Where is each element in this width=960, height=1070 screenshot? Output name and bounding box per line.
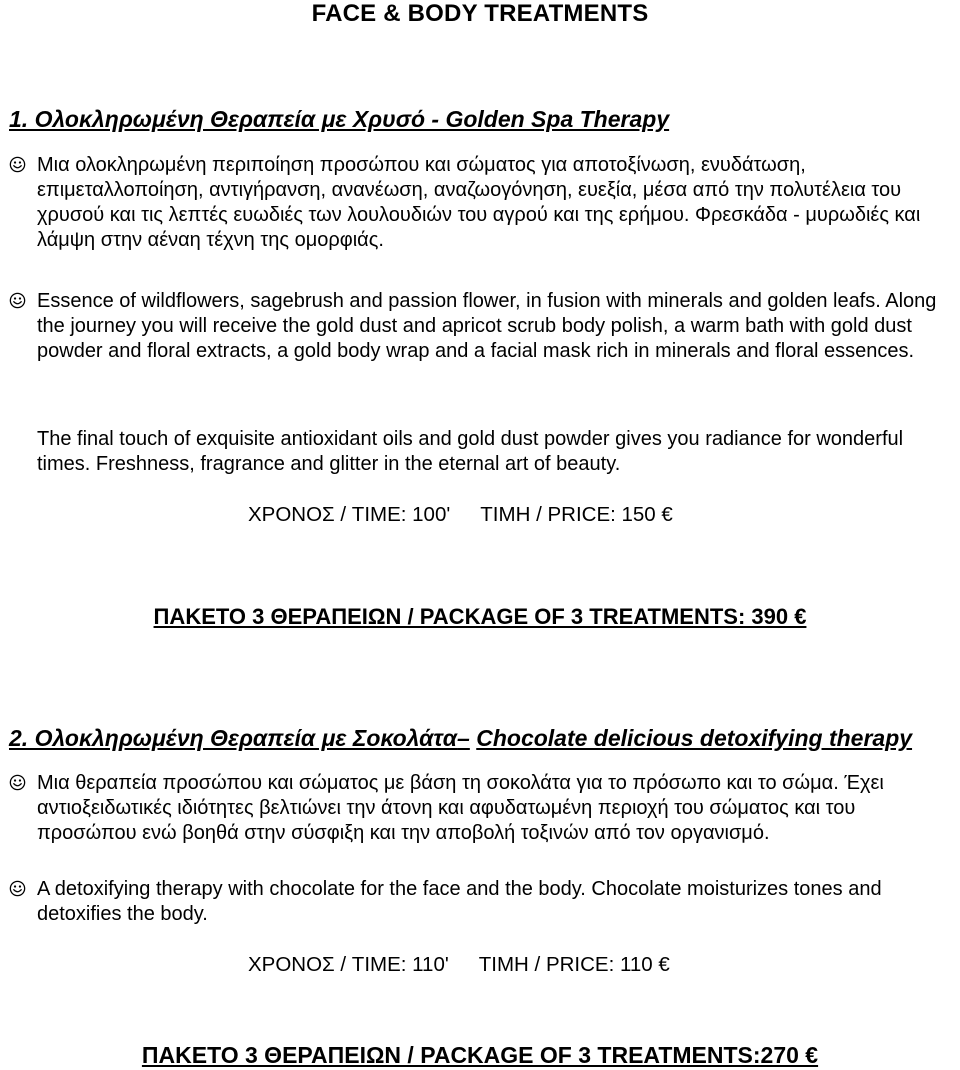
bullet-golden-greek bbox=[37, 153, 937, 253]
section-heading-golden-spa bbox=[9, 105, 669, 133]
bullet-chocolate-english bbox=[37, 877, 937, 927]
document-title: FACE & BODY TREATMENTS bbox=[311, 0, 649, 27]
section-heading-chocolate-dash: – bbox=[457, 725, 470, 751]
chocolate-package-price: ΠΑΚΕΤΟ 3 ΘΕΡΑΠΕΙΩΝ / PACKAGE OF 3 TREATMENTS:270 € bbox=[141, 1042, 819, 1068]
section-heading-golden-spa-text: 1. Ολοκληρωμένη Θεραπεία με Χρυσό - Golden Spa Therapy bbox=[9, 106, 670, 132]
chocolate-time-price-line bbox=[248, 952, 670, 977]
section-heading-chocolate-prefix: 2. Ολοκληρωμένη Θεραπεία με Σοκολάτα bbox=[9, 725, 458, 751]
smiley-face-icon bbox=[9, 774, 26, 791]
bullet-golden-english bbox=[37, 289, 937, 364]
golden-price: ΤΙΜΗ / PRICE: 150 € bbox=[480, 503, 673, 526]
bullet-chocolate-english-text: A detoxifying therapy with chocolate for the face and the body. Chocolate moisturizes tones and detoxifies the body. bbox=[37, 878, 882, 925]
smiley-face-icon bbox=[9, 156, 26, 173]
section-heading-chocolate bbox=[9, 724, 912, 752]
golden-package-price: ΠΑΚΕΤΟ 3 ΘΕΡΑΠΕΙΩΝ / PACKAGE OF 3 TREATMENTS: 390 € bbox=[153, 604, 807, 629]
bullet-chocolate-greek bbox=[37, 771, 937, 846]
bullet-golden-english-text: Essence of wildflowers, sagebrush and passion flower, in fusion with minerals and golden leafs. Along the journey you will receive the gold dust and apricot scrub body polish, a warm bath with gold dust powder and floral extracts, a gold body wrap and a facial mask rich in minerals and floral essences. bbox=[37, 290, 937, 362]
golden-time: ΧΡΟΝΟΣ / TIME: 100' bbox=[248, 503, 451, 526]
smiley-face-icon bbox=[9, 292, 26, 309]
chocolate-time: ΧΡΟΝΟΣ / TIME: 110' bbox=[248, 953, 449, 976]
bullet-golden-greek-text: Μια ολοκληρωμένη περιποίηση προσώπου και σώματος για αποτοξίνωση, ενυδάτωση, επιμεταλλοποίηση, αντιγήρανση, ανανέωση, αναζωογόνηση, ευεξία, μέσα από την πολυτέλεια του χρυσού και τις λεπτές ευωδιές των λουλουδιών του αγρού και της ερήμου. Φρεσκάδα - μυρωδιές και λάμψη στην αέναη τέχνη της ομορφιάς. bbox=[37, 154, 921, 251]
smiley-face-icon bbox=[9, 880, 26, 897]
bullet-chocolate-greek-text: Μια θεραπεία προσώπου και σώματος με βάση τη σοκολάτα για το πρόσωπο και το σώμα. Έχει αντιοξειδωτικές ιδιότητες βελτιώνει την άτονη και αφυδατωμένη περιοχή του σώματος και του προσώπου ενώ βοηθά στην σύσφιξη και την αποβολή τοξινών από τον οργανισμό. bbox=[37, 772, 884, 844]
golden-time-price-line bbox=[248, 502, 673, 527]
chocolate-price: ΤΙΜΗ / PRICE: 110 € bbox=[478, 953, 670, 976]
golden-final-touch-paragraph: The final touch of exquisite antioxidant oils and gold dust powder gives you radiance for wonderful times. Freshness, fragrance and glitter in the eternal art of beauty. bbox=[37, 428, 904, 475]
section-heading-chocolate-suffix: Chocolate delicious detoxifying therapy bbox=[476, 725, 913, 751]
